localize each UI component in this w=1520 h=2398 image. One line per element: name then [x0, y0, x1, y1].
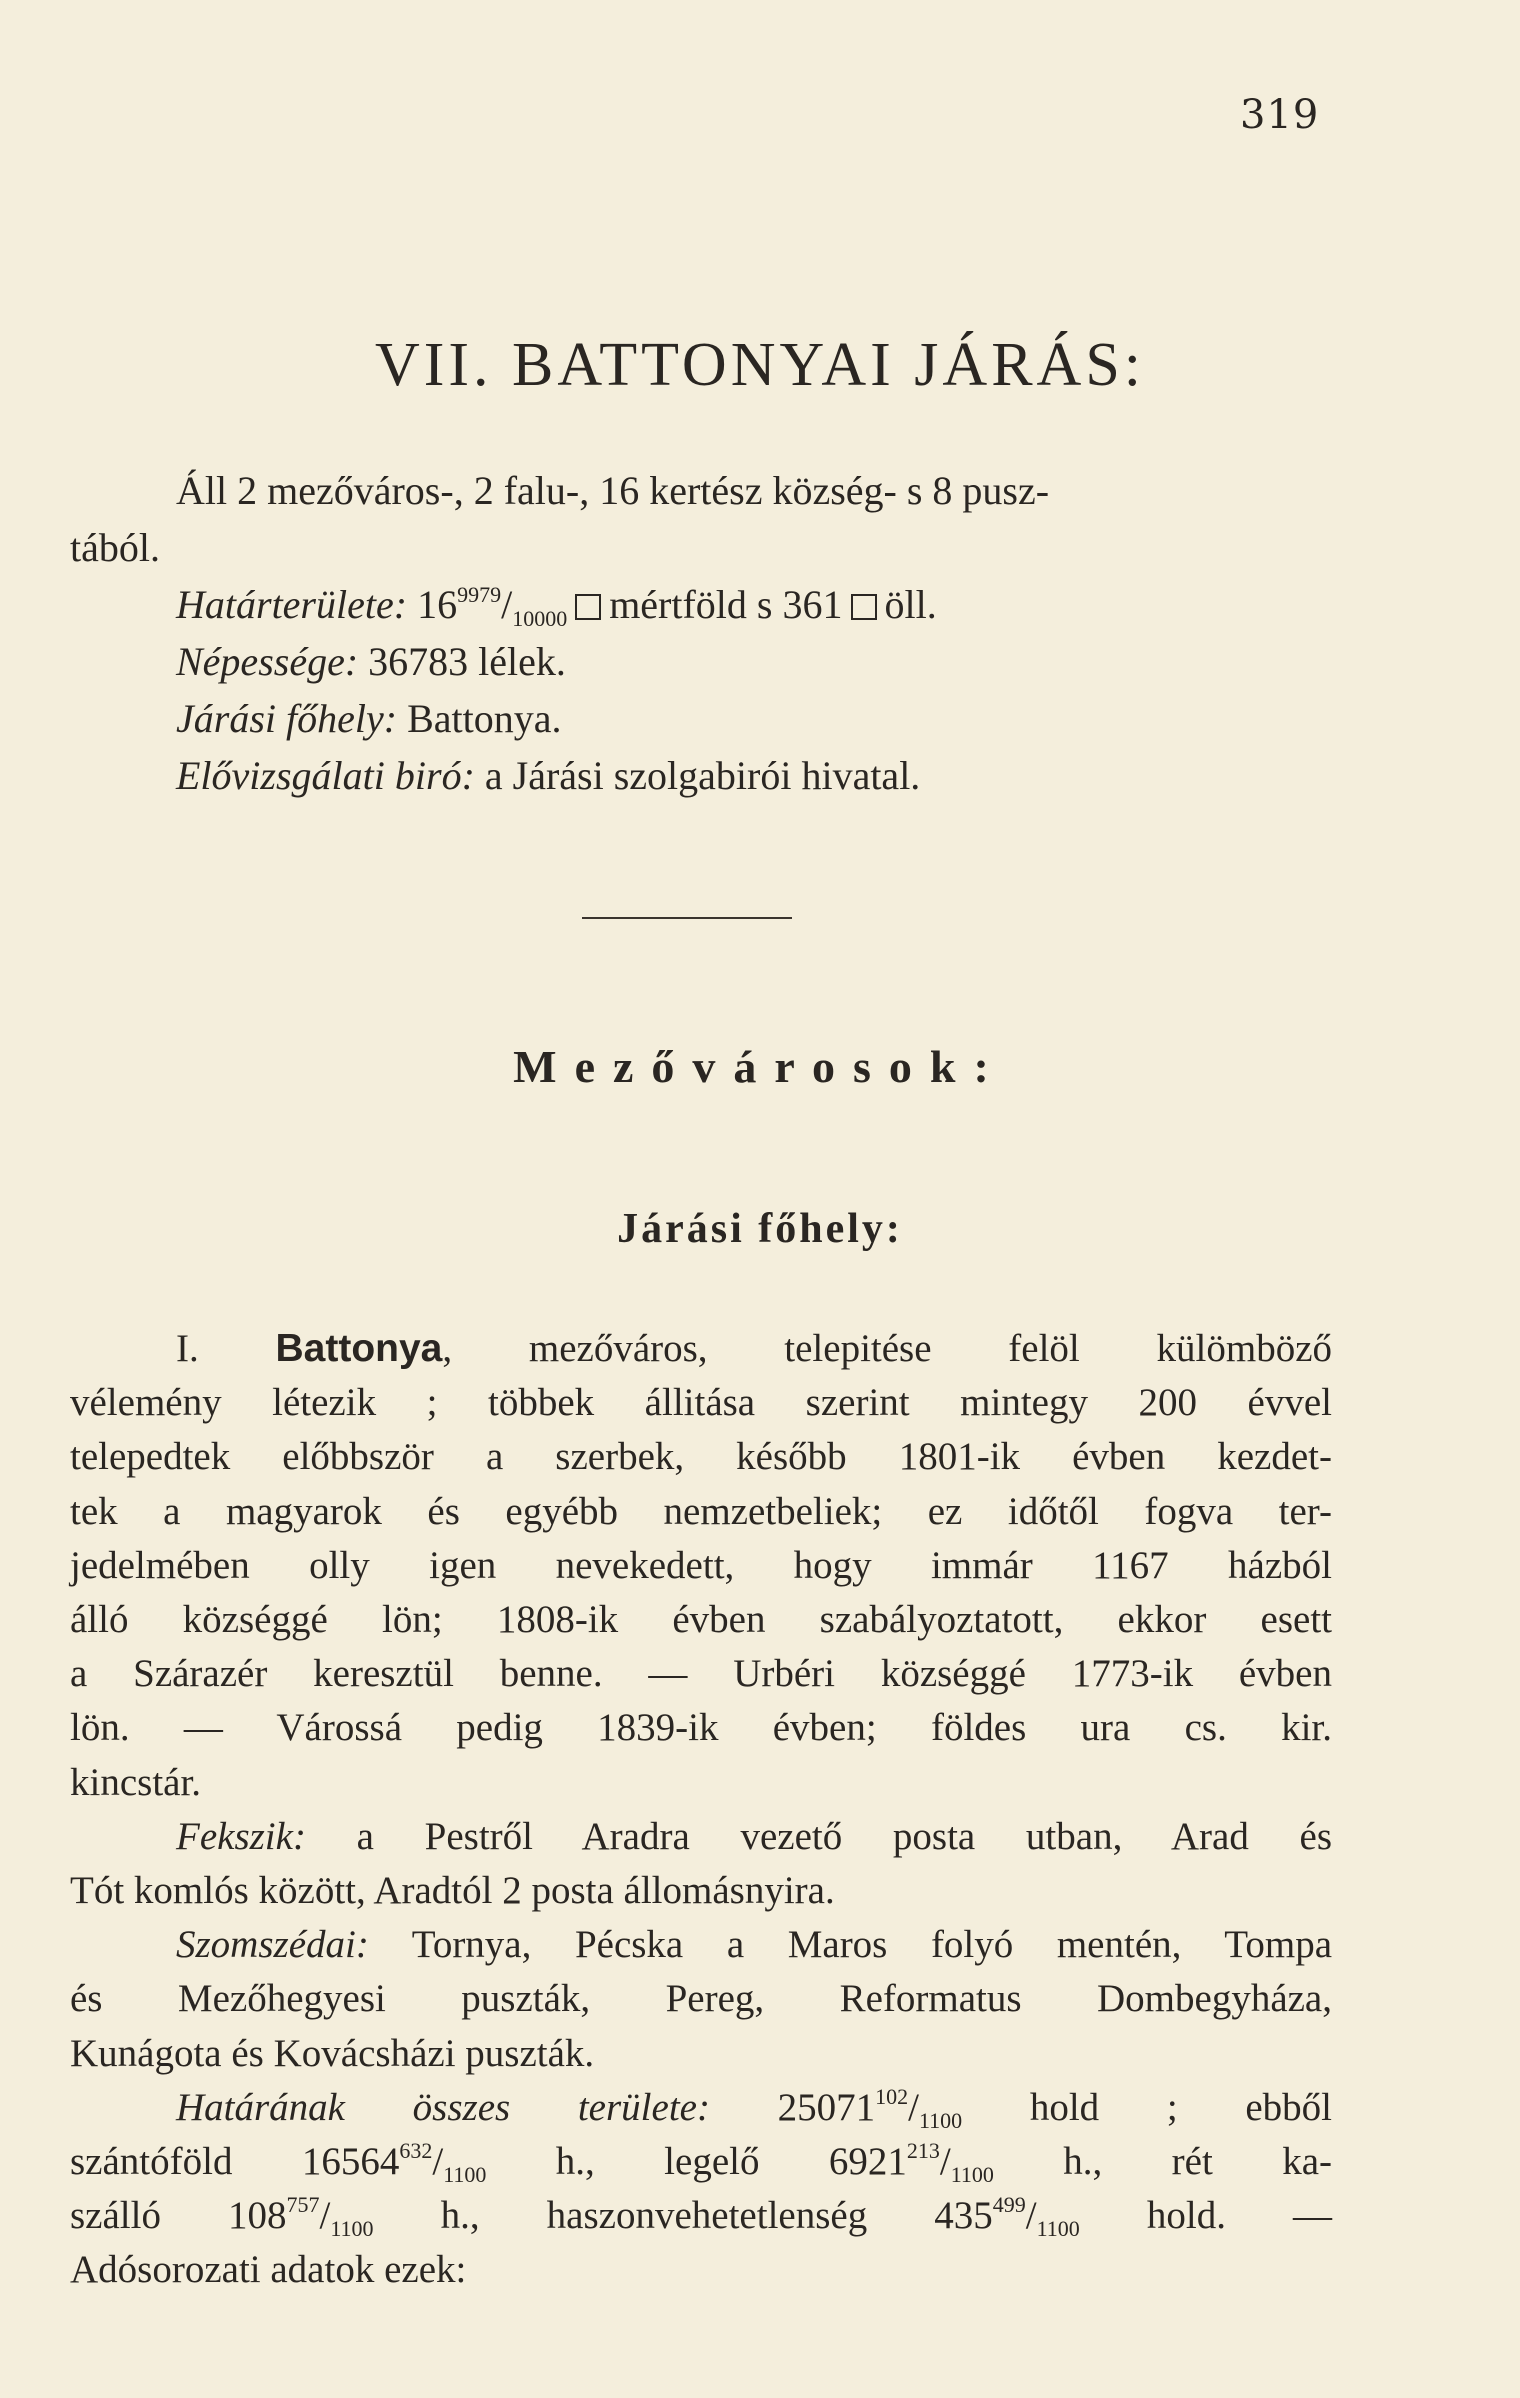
area-denominator: 10000 [512, 606, 568, 631]
intro-line-2: tából. [70, 525, 160, 570]
kaszallo-whole: 108 [228, 2194, 287, 2238]
entry-body [70, 1322, 1332, 2298]
entry-line-5: jedelmében olly igen nevekedett, hogy immár 1167 házból [70, 1543, 1332, 1587]
entry-line-8: lön. — Várossá pedig 1839-ik évben; földes ura cs. kir. [70, 1706, 1332, 1750]
szomszedai-line-2: és Mezőhegyesi puszták, Pereg, Reformatus Dombegyháza, [70, 1977, 1332, 2021]
kaszallo-label: szálló [70, 2194, 161, 2238]
hatar-label: Határának összes területe: [176, 2085, 710, 2129]
haszon-whole: 435 [934, 2194, 993, 2238]
legelo-label: h., legelő [555, 2140, 760, 2184]
legelo-whole: 6921 [828, 2140, 907, 2184]
hatar-line-1: Határának összes területe: $25071^{102}/_{1100}$ hold ; ebből [176, 2083, 1332, 2133]
szomszedai-line-1 [70, 1918, 1332, 1972]
kaszallo-numerator: 757 [286, 2192, 320, 2218]
hatar-line-3: szálló $108^{757}/_{1100}$ h., haszonvehetetlenség $435^{499}/_{1100}$ hold. — [70, 2192, 1333, 2242]
entry-name: Battonya [275, 1327, 443, 1370]
entry-line-9: kincstár. [70, 1760, 202, 1804]
intro-line-1: Áll 2 mezőváros-, 2 falu-, 16 kertész község- s 8 pusz- [176, 468, 1050, 513]
fekszik-text-1: a Pestről Aradra vezető posta utban, Arad és [356, 1814, 1333, 1858]
divider-rule [582, 917, 792, 919]
szanto-whole: 16564 [301, 2140, 400, 2184]
area-line: Határterülete: $16^{9979}/_{10000}$ mértföld s 361 öll. [176, 582, 937, 631]
ret-label: h., rét ka- [1063, 2140, 1332, 2184]
entry-number: I. [176, 1327, 199, 1370]
area-unit-2: öll. [884, 582, 937, 627]
entry-line-1 [70, 1322, 1332, 1376]
population-line [70, 633, 1332, 690]
population-value: 36783 lélek. [368, 639, 566, 684]
seat-line [70, 690, 1332, 747]
judge-line [70, 747, 1332, 804]
haszon-label: h., haszonvehetetlenség [440, 2194, 868, 2238]
area-unit-1: mértföld s 361 [609, 582, 843, 627]
entry-line-3: telepedtek előbbször a szerbek, később 1801-ik évben kezdet- [70, 1435, 1332, 1479]
legelo-numerator: 213 [906, 2138, 940, 2164]
szanto-denominator: 1100 [443, 2162, 487, 2188]
area-label: Határterülete: [176, 582, 408, 627]
haszon-numerator: 499 [992, 2192, 1026, 2218]
subsection-title: Járási főhely: [617, 1206, 903, 1252]
intro-block [70, 462, 1332, 804]
total-numerator: 102 [875, 2083, 909, 2109]
fekszik-line-1 [70, 1810, 1332, 1864]
total-unit: hold ; ebből [1029, 2085, 1332, 2129]
entry-line-6: álló községgé lön; 1808-ik évben szabályoztatott, ekkor esett [70, 1598, 1332, 1642]
haszon-unit: hold. — [1146, 2194, 1333, 2238]
section-title: Mezővárosok: [513, 1041, 1007, 1092]
fekszik-line-2: Tót komlós között, Aradtól 2 posta állomásnyira. [70, 1869, 835, 1913]
total-denominator: 1100 [918, 2107, 963, 2133]
kaszallo-denominator: 1100 [330, 2216, 374, 2242]
entry-line-7: a Szárazér keresztül benne. — Urbéri községgé 1773-ik évben [70, 1652, 1332, 1696]
area-numerator: 9979 [457, 582, 502, 607]
entry-text-1: , mezőváros, telepitése felöl külömböző [442, 1327, 1332, 1370]
judge-label: Elővizsgálati biró: [176, 753, 475, 798]
judge-value: a Járási szolgabirói hivatal. [484, 753, 921, 798]
szanto-label: szántóföld [70, 2140, 233, 2184]
szanto-numerator: 632 [399, 2138, 433, 2164]
haszon-denominator: 1100 [1036, 2216, 1080, 2242]
seat-value: Battonya. [407, 696, 562, 741]
fekszik-label: Fekszik: [176, 1814, 306, 1858]
entry-line-2: vélemény létezik ; többek állitása szerint mintegy 200 évvel [70, 1381, 1332, 1425]
population-label: Népessége: [176, 639, 359, 684]
legelo-denominator: 1100 [950, 2162, 994, 2188]
area-whole: 16 [417, 582, 458, 627]
total-whole: 25071 [777, 2085, 876, 2129]
last-line: Adósorozati adatok ezek: [70, 2248, 467, 2292]
szomszedai-label: Szomszédai: [176, 1923, 369, 1967]
page-number: 319 [1240, 92, 1320, 138]
hatar-line-2: szántóföld $16564^{632}/_{1100}$ h., legelő $6921^{213}/_{1100}$ h., rét ka- [70, 2138, 1332, 2188]
entry-line-4: tek a magyarok és egyébb nemzetbeliek; ez időtől fogva ter- [70, 1489, 1332, 1533]
square-symbol-icon [851, 594, 877, 620]
page-title: VII. BATTONYAI JÁRÁS: [374, 331, 1146, 399]
szomszedai-text-1: Tornya, Pécska a Maros folyó mentén, Tompa [411, 1923, 1332, 1967]
seat-label: Járási főhely: [176, 696, 398, 741]
szomszedai-line-3: Kunágota és Kovácsházi puszták. [70, 2031, 595, 2075]
square-symbol-icon [575, 594, 601, 620]
